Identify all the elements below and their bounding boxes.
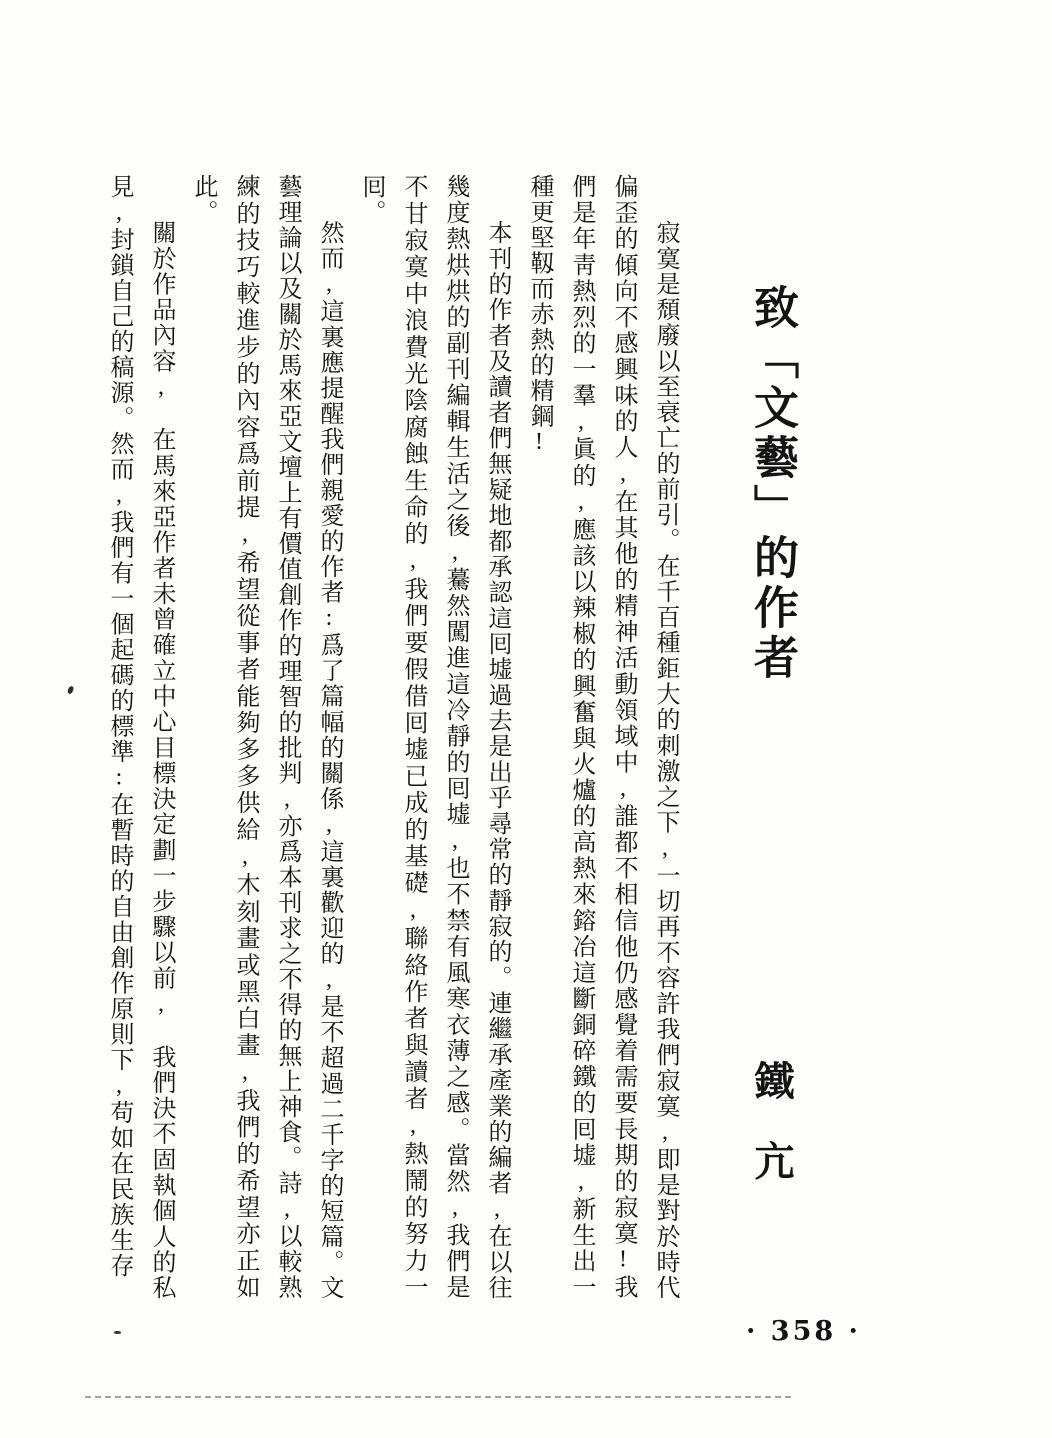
author-name: 鐵亢 [749, 1060, 794, 1220]
ink-speck [114, 1331, 121, 1334]
article-body [106, 174, 686, 1300]
paragraph-1: 寂寞是頹廢以至衰亡的前引。在千百種鉅大的刺激之下,一切再不容許我們寂寞,即是對於時代偏歪的傾向不感興味的人,在其他的精神活動領域中,誰都不相信他仍感覺着需要長期的寂寞!我們是年靑熱烈的一羣,眞的,應該以辣椒的興奮與火爐的高熱來鎔冶這斷銅碎鐵的囘墟,新生出一種更堅靱而赤熱的精鋼! [526, 174, 678, 1300]
paragraph-4: 關於作品內容, 在馬來亞作者未曾確立中心目標決定劃一步驟以前, 我們決不固執個人的私見,封鎖自己的稿源。然而,我們有一個起碼的標準:在暫時的自由創作原則下,苟如在民族生存 [106, 174, 174, 1300]
article-title: 致「文藝」的作者 [747, 284, 797, 684]
page-number: · 358 · [746, 1316, 861, 1347]
paragraph-2: 本刊的作者及讀者們無疑地都承認這囘墟過去是出乎尋常的靜寂的。連繼承產業的編者,在以往幾度熱烘烘的副刊編輯生活之後,驀然闖進這冷靜的囘墟,也不禁有風寒衣薄之感。當然,我們是不甘寂寞中浪費光陰腐蝕生命的,我們要假借囘墟已成的基礎,聯絡作者與讀者,熱鬧的努力一囘。 [358, 174, 510, 1300]
scan-dashed-line [85, 1396, 791, 1398]
ink-speck [67, 685, 74, 694]
paragraph-3: 然而,這裏應提醒我們親愛的作者:爲了篇幅的關係,這裏歡迎的,是不超過二千字的短篇。文藝理論以及關於馬來亞文壇上有價值創作的理智的批判,亦爲本刊求之不得的無上神食。詩,以較熟練的技巧較進步的內容爲前提,希望從事者能夠多多供給,木刻畫或黑白畫,我們的希望亦正如此。 [190, 174, 342, 1300]
